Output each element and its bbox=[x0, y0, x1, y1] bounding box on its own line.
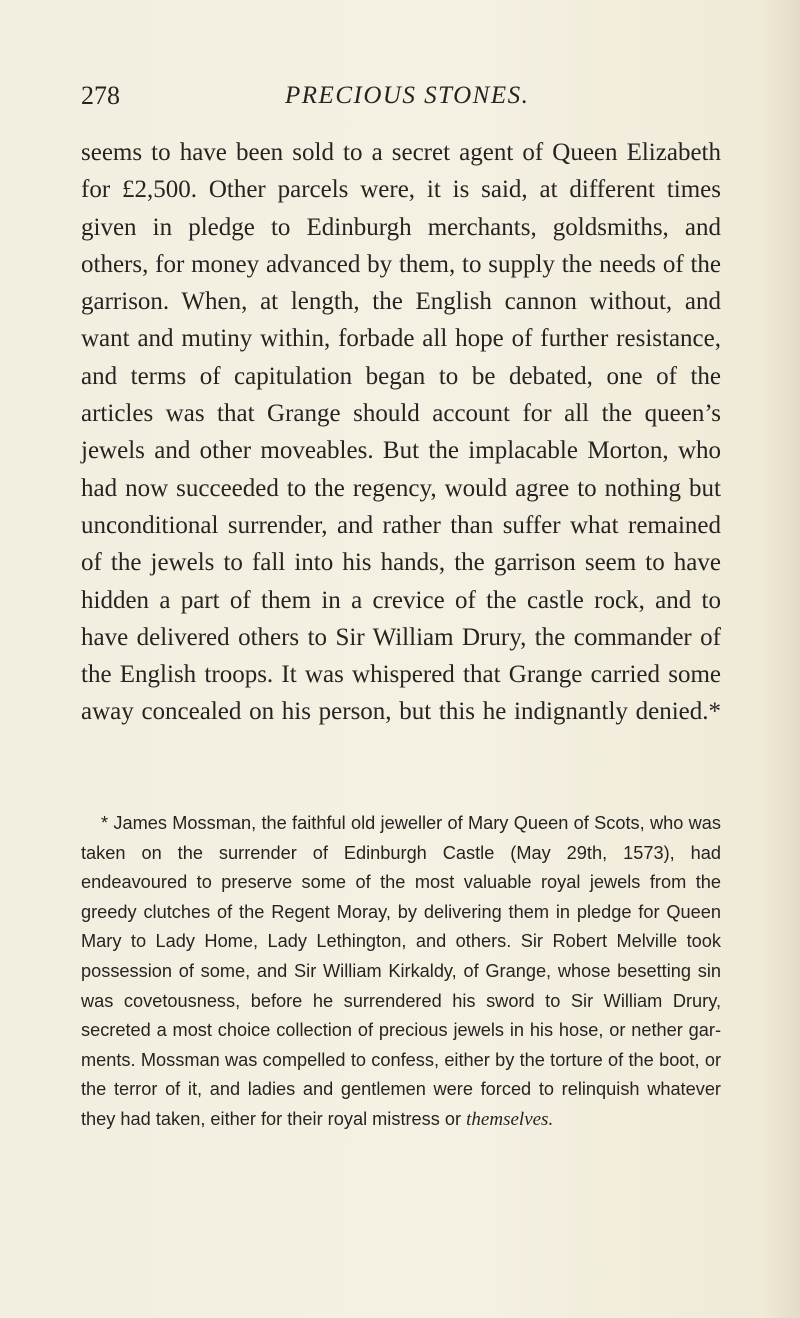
footnote bbox=[81, 809, 721, 1135]
page-header bbox=[81, 76, 721, 116]
footnote-text: * James Mossman, the faithful old jeweller of Mary Queen of Scots, who was taken on the surrender of Edinburgh Castle (May 29th, 1573), had endeavoured to preserve some of the most valuable royal jewels from the greedy clutches of the Regent Moray, by delivering them in pledge for Queen Mary to Lady Home, Lady Lethington, and others. Sir Robert Melville took possession of some, and Sir William Kirkaldy, of Grange, whose besetting sin was covetousness, before he surrendered his sword to Sir William Drury, secreted a most choice collection of precious jewels in his hose, or nether garments. Mossman was compelled to confess, either by the torture of the boot, or the terror of it, and ladies and gentlemen were forced to relinquish whatever they had taken, either for their royal mistress or bbox=[81, 813, 721, 1129]
running-title: PRECIOUS STONES. bbox=[285, 82, 530, 109]
page-number: 278 bbox=[81, 81, 120, 110]
body-paragraph: seems to have been sold to a secret agent of Queen Elizabeth for £2,500. Other parcels were, it is said, at different times given in pledge to Edinburgh merchants, goldsmiths, and others, for money advanced by them, to supply the needs of the garrison. When, at length, the English cannon without, and want and mutiny within, forbade all hope of further resistance, and terms of capitulation began to be debated, one of the articles was that Grange should account for all the queen’s jewels and other moveables. But the implacable Morton, who had now succeeded to the regency, would agree to nothing but unconditional surrender, and rather than suffer what remained of the jewels to fall into his hands, the garrison seem to have hidden a part of them in a crevice of the castle rock, and to have delivered others to Sir William Drury, the commander of the English troops. It was whispered that Grange carried some away concealed on his person, but this he indignantly denied.* bbox=[81, 139, 721, 726]
footnote-italic-word: themselves. bbox=[466, 1108, 554, 1130]
page-edge-shadow bbox=[760, 0, 800, 1318]
